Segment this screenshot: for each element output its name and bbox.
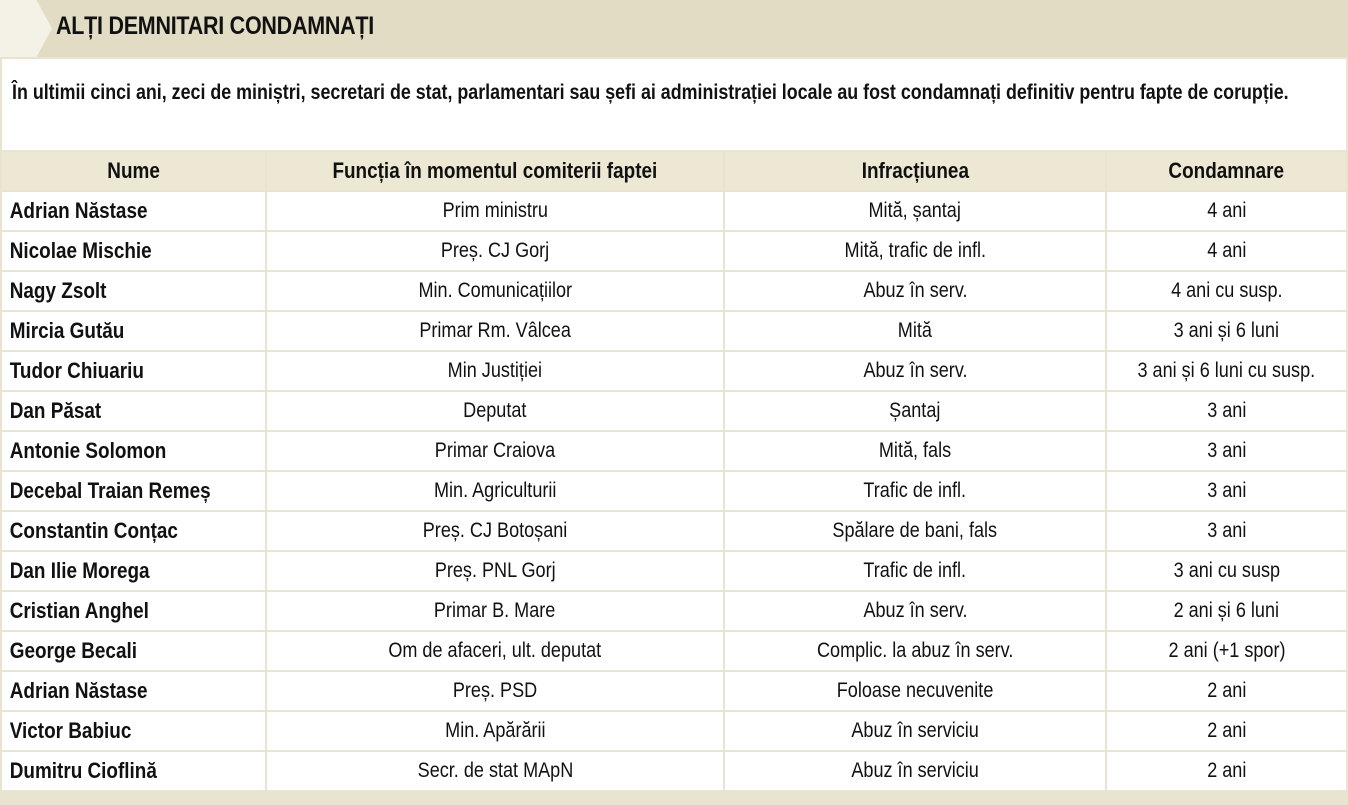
table-row — [2, 472, 1346, 512]
name-cell: Dan Ilie Morega — [2, 552, 267, 592]
function-cell: Min Justiției — [267, 352, 725, 392]
table-row — [2, 432, 1346, 472]
function-cell: Preș. PNL Gorj — [267, 552, 725, 592]
box-title: ALȚI DEMNITARI CONDAMNAȚI — [56, 12, 375, 40]
table-row — [2, 632, 1346, 672]
sentence-cell: 3 ani — [1107, 512, 1346, 552]
offense-cell: Mită, trafic de infl. — [725, 232, 1107, 272]
function-cell: Prim ministru — [267, 192, 725, 232]
function-cell: Preș. CJ Botoșani — [267, 512, 725, 552]
function-cell: Min. Comunicațiilor — [267, 272, 725, 312]
function-cell: Om de afaceri, ult. deputat — [267, 632, 725, 672]
function-cell: Primar Rm. Vâlcea — [267, 312, 725, 352]
function-cell: Secr. de stat MApN — [267, 752, 725, 792]
sentence-cell: 3 ani — [1107, 432, 1346, 472]
offense-cell: Complic. la abuz în serv. — [725, 632, 1107, 672]
sentence-cell: 3 ani și 6 luni — [1107, 312, 1346, 352]
offense-cell: Abuz în serv. — [725, 592, 1107, 632]
name-cell: Nicolae Mischie — [2, 232, 267, 272]
function-cell: Min. Agriculturii — [267, 472, 725, 512]
table-row — [2, 712, 1346, 752]
offense-cell: Abuz în serviciu — [725, 712, 1107, 752]
name-cell: Adrian Năstase — [2, 192, 267, 232]
sentence-cell: 3 ani — [1107, 472, 1346, 512]
table-row — [2, 672, 1346, 712]
function-cell: Deputat — [267, 392, 725, 432]
offense-cell: Mită, șantaj — [725, 192, 1107, 232]
table-row — [2, 232, 1346, 272]
name-cell: Tudor Chiuariu — [2, 352, 267, 392]
table-row — [2, 272, 1346, 312]
column-header-name: Nume — [2, 152, 267, 192]
intro-text: În ultimii cinci ani, zeci de miniștri, secretari de stat, parlamentari sau șefi ai administrației locale au fost condamnați definitiv pentru fapte de corupție. — [12, 81, 1289, 104]
sentence-cell: 2 ani — [1107, 712, 1346, 752]
table-row — [2, 552, 1346, 592]
column-header-offense: Infracțiunea — [725, 152, 1107, 192]
table-header-row — [2, 152, 1346, 192]
offense-cell: Trafic de infl. — [725, 552, 1107, 592]
name-cell: Cristian Anghel — [2, 592, 267, 632]
title-bar — [0, 0, 1348, 57]
offense-cell: Abuz în serv. — [725, 352, 1107, 392]
sentence-cell: 4 ani — [1107, 192, 1346, 232]
name-cell: Dumitru Cioflină — [2, 752, 267, 792]
arrow-icon — [0, 0, 52, 57]
table-row — [2, 512, 1346, 552]
offense-cell: Abuz în serviciu — [725, 752, 1107, 792]
column-header-sentence: Condamnare — [1107, 152, 1346, 192]
offense-cell: Spălare de bani, fals — [725, 512, 1107, 552]
table-row — [2, 312, 1346, 352]
sentence-cell: 2 ani (+1 spor) — [1107, 632, 1346, 672]
sentence-cell: 2 ani și 6 luni — [1107, 592, 1346, 632]
intro-section — [2, 59, 1346, 150]
sentence-cell: 3 ani — [1107, 392, 1346, 432]
name-cell: Constantin Conțac — [2, 512, 267, 552]
column-header-function: Funcția în momentul comiterii faptei — [267, 152, 725, 192]
function-cell: Min. Apărării — [267, 712, 725, 752]
table-body — [2, 192, 1346, 792]
function-cell: Primar Craiova — [267, 432, 725, 472]
name-cell: Dan Păsat — [2, 392, 267, 432]
sentence-cell: 4 ani — [1107, 232, 1346, 272]
name-cell: George Becali — [2, 632, 267, 672]
function-cell: Preș. CJ Gorj — [267, 232, 725, 272]
offense-cell: Mită — [725, 312, 1107, 352]
name-cell: Nagy Zsolt — [2, 272, 267, 312]
table-row — [2, 752, 1346, 792]
name-cell: Adrian Năstase — [2, 672, 267, 712]
sentence-cell: 3 ani cu susp — [1107, 552, 1346, 592]
table-row — [2, 392, 1346, 432]
convictions-table — [2, 152, 1346, 792]
name-cell: Mircia Gutău — [2, 312, 267, 352]
offense-cell: Trafic de infl. — [725, 472, 1107, 512]
offense-cell: Foloase necuvenite — [725, 672, 1107, 712]
function-cell: Primar B. Mare — [267, 592, 725, 632]
offense-cell: Abuz în serv. — [725, 272, 1107, 312]
sentence-cell: 4 ani cu susp. — [1107, 272, 1346, 312]
sentence-cell: 3 ani și 6 luni cu susp. — [1107, 352, 1346, 392]
offense-cell: Mită, fals — [725, 432, 1107, 472]
name-cell: Antonie Solomon — [2, 432, 267, 472]
table-row — [2, 192, 1346, 232]
name-cell: Victor Babiuc — [2, 712, 267, 752]
function-cell: Preș. PSD — [267, 672, 725, 712]
offense-cell: Șantaj — [725, 392, 1107, 432]
table-row — [2, 352, 1346, 392]
sentence-cell: 2 ani — [1107, 752, 1346, 792]
table-row — [2, 592, 1346, 632]
name-cell: Decebal Traian Remeș — [2, 472, 267, 512]
sentence-cell: 2 ani — [1107, 672, 1346, 712]
